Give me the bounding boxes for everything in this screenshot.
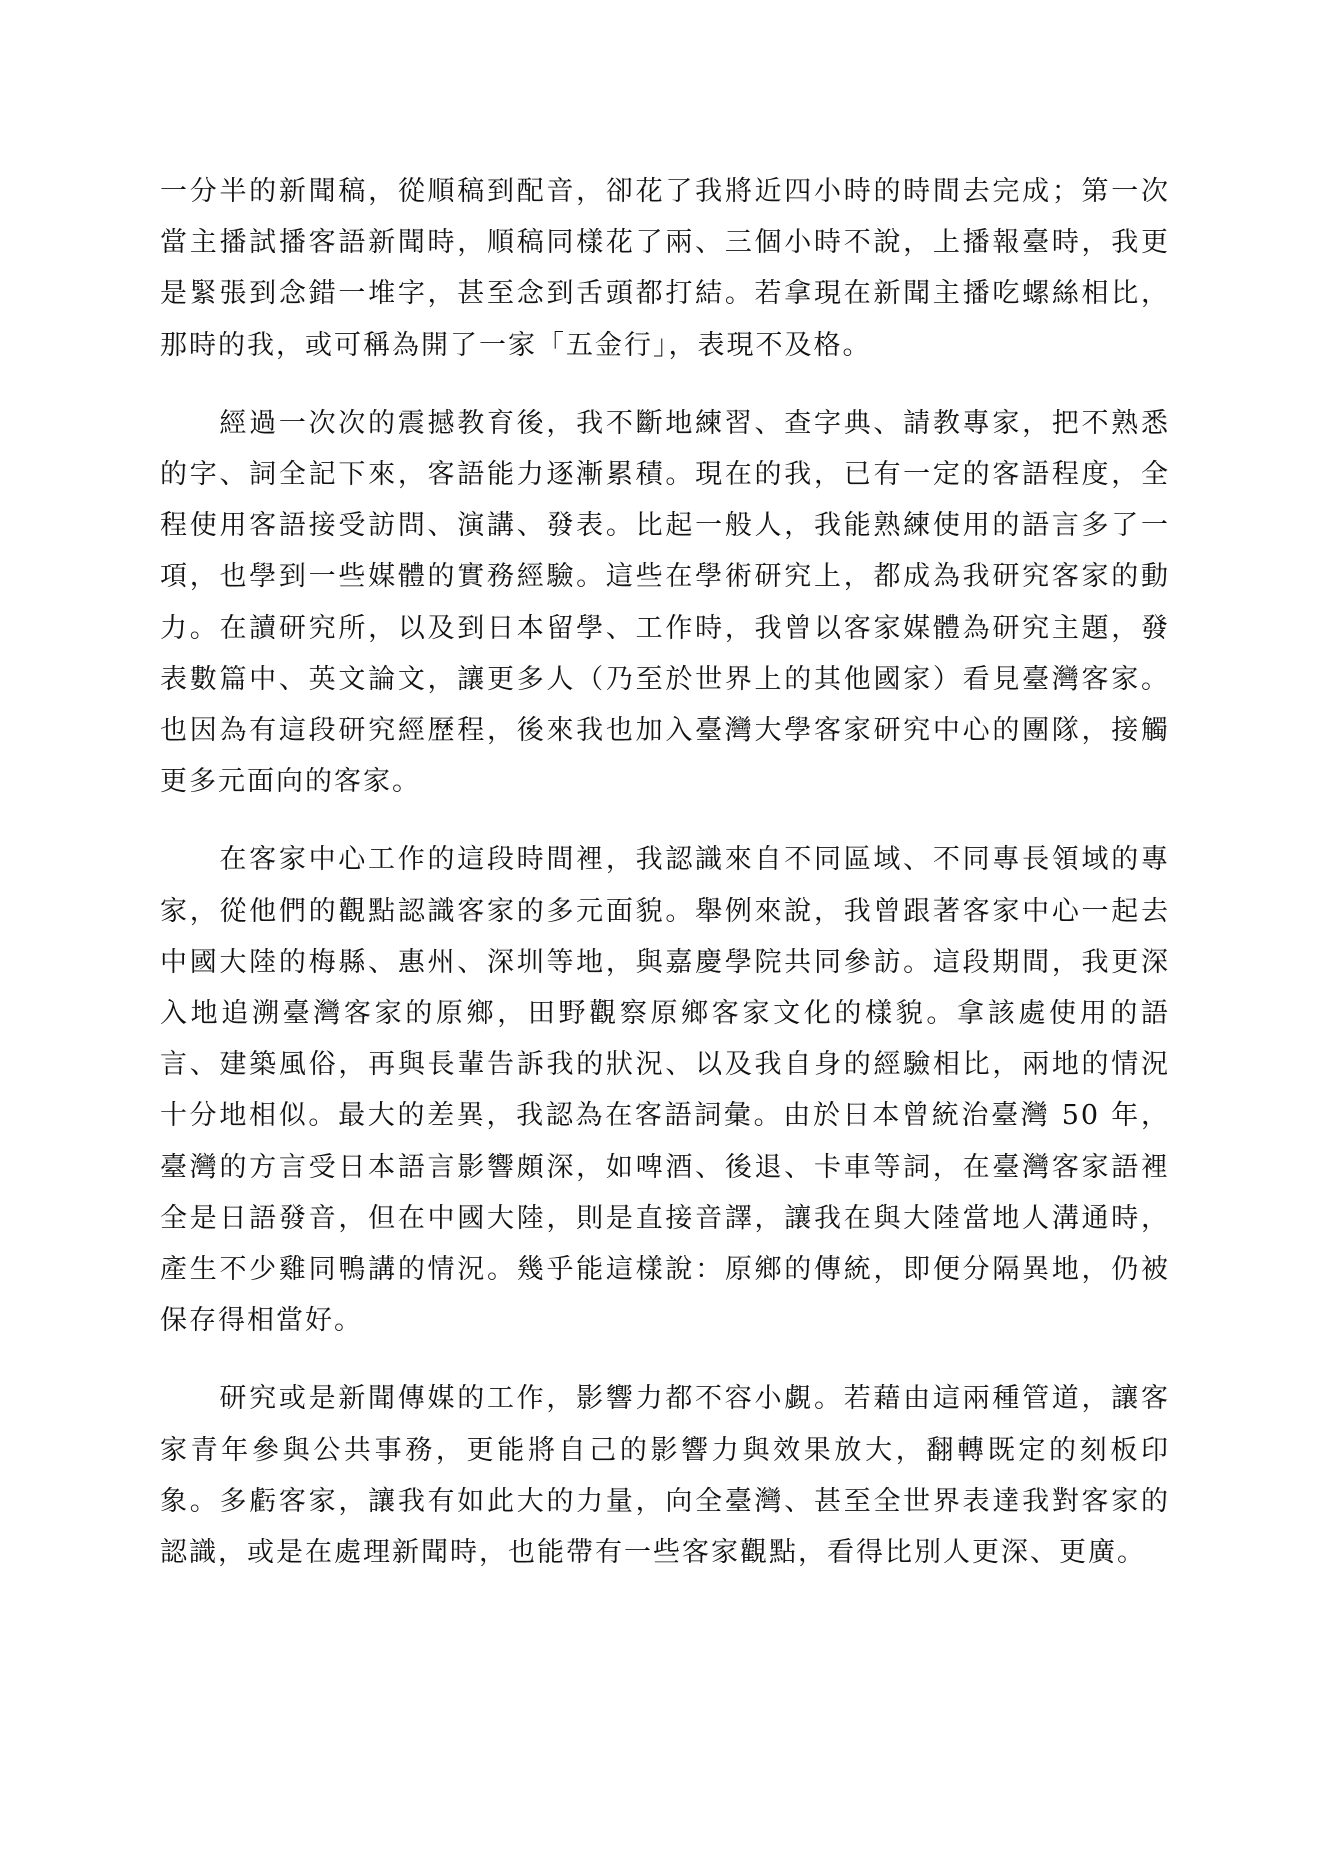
paragraph-1: 一分半的新聞稿，從順稿到配音，卻花了我將近四小時的時間去完成；第一次當主播試播客語新聞時，順稿同樣花了兩、三個小時不說，上播報臺時，我更是緊張到念錯一堆字，甚至念到舌頭都打結。若拿現在新聞主播吃螺絲相比，那時的我，或可稱為開了一家「五金行」，表現不及格。 — [160, 176, 1170, 361]
paragraph-3: 在客家中心工作的這段時間裡，我認識來自不同區域、不同專長領域的專家，從他們的觀點認識客家的多元面貌。舉例來說，我曾跟著客家中心一起去中國大陸的梅縣、惠州、深圳等地，與嘉慶學院共同參訪。這段期間，我更深入地追溯臺灣客家的原鄉，田野觀察原鄉客家文化的樣貌。拿該處使用的語言、建築風俗，再與長輩告訴我的狀況、以及我自身的經驗相比，兩地的情況十分地相似。最大的差異，我認為在客語詞彙。由於日本曾統治臺灣 50 年，臺灣的方言受日本語言影響頗深，如啤酒、後退、卡車等詞，在臺灣客家語裡全是日語發音，但在中國大陸，則是直接音譯，讓我在與大陸當地人溝通時，產生不少雞同鴨講的情況。幾乎能這樣說：原鄉的傳統，即便分隔異地，仍被保存得相當好。 — [160, 844, 1170, 1337]
paragraph-4: 研究或是新聞傳媒的工作，影響力都不容小覷。若藉由這兩種管道，讓客家青年參與公共事務，更能將自己的影響力與效果放大，翻轉既定的刻板印象。多虧客家，讓我有如此大的力量，向全臺灣、甚至全世界表達我對客家的認識，或是在處理新聞時，也能帶有一些客家觀點，看得比別人更深、更廣。 — [160, 1383, 1170, 1569]
paragraph-2: 經過一次次的震撼教育後，我不斷地練習、查字典、請教專家，把不熟悉的字、詞全記下來，客語能力逐漸累積。現在的我，已有一定的客語程度，全程使用客語接受訪問、演講、發表。比起一般人，我能熟練使用的語言多了一項，也學到一些媒體的實務經驗。這些在學術研究上，都成為我研究客家的動力。在讀研究所，以及到日本留學、工作時，我曾以客家媒體為研究主題，發表數篇中、英文論文，讓更多人（乃至於世界上的其他國家）看見臺灣客家。也因為有這段研究經歷程，後來我也加入臺灣大學客家研究中心的團隊，接觸更多元面向的客家。 — [160, 407, 1170, 798]
document-body — [160, 166, 1170, 1605]
